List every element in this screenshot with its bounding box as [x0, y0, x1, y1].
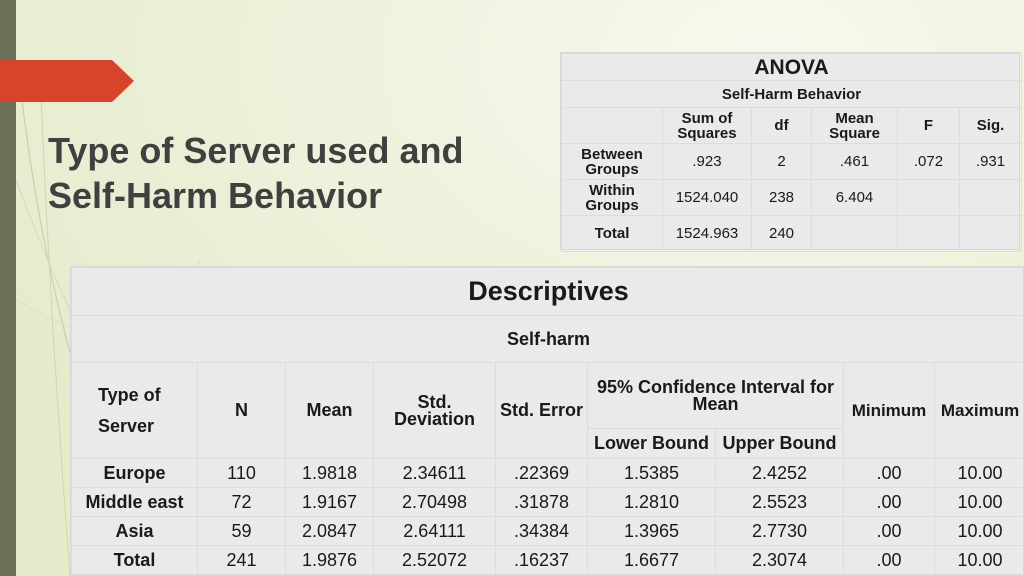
- table-cell: 2.64111: [374, 517, 496, 546]
- table-cell: 1.5385: [588, 459, 716, 488]
- anova-row: [562, 144, 1022, 180]
- header-mean: Mean: [286, 363, 374, 459]
- slide-title-line2: Self-Harm Behavior: [48, 175, 383, 216]
- anova-cell: 6.404: [812, 180, 898, 216]
- anova-cell: .072: [898, 144, 960, 180]
- anova-cell: [960, 180, 1022, 216]
- slide-title-line1: Type of Server used and: [48, 130, 464, 171]
- anova-header-df: df: [752, 108, 812, 144]
- table-cell: 10.00: [935, 459, 1024, 488]
- header-minimum: Minimum: [844, 363, 935, 459]
- table-row: [72, 488, 1024, 517]
- table-cell: 10.00: [935, 488, 1024, 517]
- anova-title: ANOVA: [562, 54, 1022, 81]
- table-cell: 1.3965: [588, 517, 716, 546]
- table-cell: .22369: [496, 459, 588, 488]
- anova-subtitle: Self-Harm Behavior: [562, 81, 1022, 108]
- table-cell: .31878: [496, 488, 588, 517]
- table-cell: 2.7730: [716, 517, 844, 546]
- table-cell: 110: [198, 459, 286, 488]
- table-cell: .00: [844, 517, 935, 546]
- table-cell: 1.9876: [286, 546, 374, 575]
- row-label: Middle east: [72, 488, 198, 517]
- header-confidence-interval: 95% Confidence Interval for Mean: [588, 363, 844, 429]
- row-label: Asia: [72, 517, 198, 546]
- table-cell: .16237: [496, 546, 588, 575]
- header-std-deviation: Std. Deviation: [374, 363, 496, 459]
- anova-header-mean-square: Mean Square: [812, 108, 898, 144]
- table-cell: 2.3074: [716, 546, 844, 575]
- table-cell: 2.5523: [716, 488, 844, 517]
- header-lower-bound: Lower Bound: [588, 429, 716, 459]
- table-cell: 72: [198, 488, 286, 517]
- table-cell: 1.2810: [588, 488, 716, 517]
- anova-cell: 1524.040: [663, 180, 752, 216]
- table-cell: 10.00: [935, 517, 1024, 546]
- table-cell: .00: [844, 459, 935, 488]
- table-cell: 10.00: [935, 546, 1024, 575]
- header-upper-bound: Upper Bound: [716, 429, 844, 459]
- anova-cell: .931: [960, 144, 1022, 180]
- table-cell: 2.0847: [286, 517, 374, 546]
- table-cell: 1.6677: [588, 546, 716, 575]
- red-arrow-tag: [0, 60, 134, 102]
- anova-row-label: Within Groups: [562, 180, 663, 216]
- anova-row-label: Between Groups: [562, 144, 663, 180]
- anova-cell: [960, 216, 1022, 252]
- anova-row-label: Total: [562, 216, 663, 252]
- table-cell: 2.70498: [374, 488, 496, 517]
- table-row: [72, 459, 1024, 488]
- table-row: [72, 517, 1024, 546]
- anova-cell: [898, 216, 960, 252]
- anova-cell: [812, 216, 898, 252]
- header-type-of-server: Type of Server: [72, 363, 198, 459]
- table-cell: 1.9167: [286, 488, 374, 517]
- table-cell: 2.4252: [716, 459, 844, 488]
- anova-header-f: F: [898, 108, 960, 144]
- header-maximum: Maximum: [935, 363, 1024, 459]
- anova-row: [562, 180, 1022, 216]
- anova-header-sum-of-squares: Sum of Squares: [663, 108, 752, 144]
- table-cell: .34384: [496, 517, 588, 546]
- table-cell: .00: [844, 546, 935, 575]
- anova-cell: .923: [663, 144, 752, 180]
- anova-cell: [898, 180, 960, 216]
- anova-corner-cell: [562, 108, 663, 144]
- slide-title: [48, 128, 528, 218]
- descriptives-table: [70, 266, 1024, 576]
- row-label: Total: [72, 546, 198, 575]
- anova-cell: 2: [752, 144, 812, 180]
- anova-header-sig: Sig.: [960, 108, 1022, 144]
- header-n: N: [198, 363, 286, 459]
- table-cell: 2.52072: [374, 546, 496, 575]
- table-cell: 59: [198, 517, 286, 546]
- anova-cell: 240: [752, 216, 812, 252]
- row-label: Europe: [72, 459, 198, 488]
- descriptives-subtitle: Self-harm: [72, 316, 1024, 363]
- anova-cell: 1524.963: [663, 216, 752, 252]
- anova-row: [562, 216, 1022, 252]
- table-cell: 1.9818: [286, 459, 374, 488]
- anova-cell: 238: [752, 180, 812, 216]
- descriptives-title: Descriptives: [72, 268, 1024, 316]
- table-row: [72, 546, 1024, 575]
- table-cell: 241: [198, 546, 286, 575]
- anova-table: [560, 52, 1020, 250]
- table-cell: 2.34611: [374, 459, 496, 488]
- anova-cell: .461: [812, 144, 898, 180]
- table-cell: .00: [844, 488, 935, 517]
- header-std-error: Std. Error: [496, 363, 588, 459]
